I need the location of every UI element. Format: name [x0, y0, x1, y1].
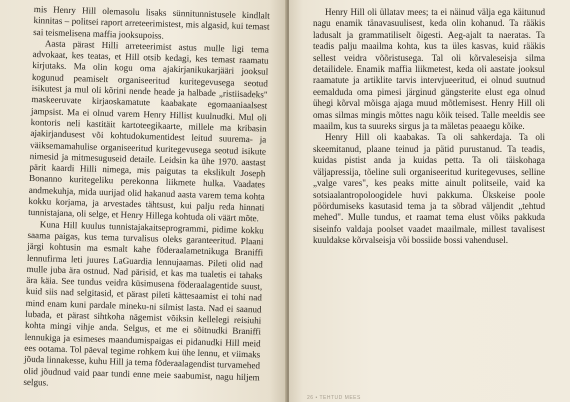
left-paragraph-1: mis Henry Hill olemasolu lisaks sünnitunnistusele kindlalt kinnitas – politsei raport arreteerimistest, mis algasid, kui temast sai teismelisena maffia jooksupoiss. [33, 4, 270, 41]
right-paragraph-2: Henry Hill oli kaabakas. Ta oli sahkerdaja. Ta oli skeemitanud, plaane teinud ja pätid purustanud. Ta teadis, kuidas pistist anda ja kuidas petta. Ta oli täiskohaga väljapressija, tõeline suli organiseeritud kuritegevuses, selline „valge vares", kes peaks mitte ainult politseile, vaid ka sotsiaalantropoloogidele huvi pakkuma. Ükskeise poole pöördumiseks kasutasid tema ja ta sõbrad väljendit „tehtud mehed". Mulle tundus, et raamat tema elust võiks pakkuda siseinfo valdaja poolset vaadet maailmale, millest tavalisest kuuldakse kõrvalseisja või bossiide bossi vahendusel. [313, 132, 545, 246]
left-paragraph-3: Kuna Hill kuulus tunnistajakaitseprogrammi, pidime kokku saama paigas, kus tema turvalisus oleks garanteeritud. Plaani järgi kohtusin ma esmalt kahe föderaalametnikuga Braniffi lennufirma leti juures LaGuardia lennujaamas. Pileti olid nad mulle juba ära ostnud. Nad pärisid, et kas ma tualetis ei tahaks ära käia. See tundus veidra küsimusena föderaalagentide suust, kuid siis nad selgitasid, et pärast pileti kättesaamist ei tohi nad mind enam kuni pardale mineku-ni silmist lasta. Nad ei saanud lubada, et pärast sihtkoha nägemist võiksin kellelegi reisiuhi kohta mingi vihje anda. Selgus, et me ei sõitnudki Braniffi lennukiga ja esimeses maandumispaigas ei pidanudki Hill meid ees ootama. Tol päeval tegime rohkem kui ühe lennu, et viimaks jõuda linnakesse, kuhu Hill ja tema föderaalagendist turvamehed olid jõudnud vaid paar tundi enne meie saabumist, nagu hiljem selgus. [23, 218, 264, 388]
right-page [289, 0, 570, 402]
left-page-text [23, 4, 270, 395]
page-footer: 26 • TEHTUD MEES [307, 395, 361, 401]
right-paragraph-1: Henry Hill oli üllatav mees; ta ei näinud välja ega käitunud nagu enamik tänavasuulisest, keda olin kohanud. Ta rääkis ladusalt ja grammatiliselt õigesti. Aeg-ajalt ta naeratas. Ta teadis palju maailma kohta, kus ta üles kasvas, kuid rääkis sellest veidra võõristusega. Tal oli kõrvaleseisja silma detailidele. Enamik maffia liikmetest, keda oli aastate jooksul raamatute ja artiklite tarvis intervjueeritud, ei olnud suutnud eemalduda oma pimesi järginud gängsterite elust ega olnud ühegi kõrval mõisga ajaga muud mõtlemisest. Henry Hill oli omas silmas mingis mõttes nagu kõik teised. Talle meeldis see maailm, kus ta suureks sirgus ja ta mäletas peaaegu kõike. [313, 7, 545, 132]
left-paragraph-2: Aasta pärast Hilli arreteerimist astus mulle ligi tema advokaat, kes teatas, et Hill otsib kedagi, kes temast raamatu kirjutaks. Ma olin kogu oma ajakirjanikukarjääri jooksul kogunud peamiselt organiseeritud kuritegevusega seotud isikutest ja mul oli kõrini nende heade ja halbade „ristiisadeks" maskeeruvate kirjaoskamatute kaabakate egomaaniaalsest jampsist. Ma ei olnud varem Henry Hillist kuulnudki. Mul oli kontoris neli kastitäit kartoteegikaarte, millele ma kribasin ajakirjandusest või kohtudokumentidest leitud suurema- ja väiksemamahulise organiseeritud kuritegevusega seotud isikute nimesid ja mitmesuguseid detaile. Leidsin ka ühe 1970. aastast pärit kaardi Hilli nimega, mis paigutas ta ekslikult Joseph Bonanno kuritegeliku perekonna liikmete hulka. Vaadates andmekuhja, mida uurijad olid hakanud aasta varem tema kohta kokku korjama, ja arvestades tähtsust, kui palju reda hinnati tunnistajana, oli selge, et Henry Hillega kohtuda oli väärt mõte. [28, 38, 269, 224]
right-page-text [313, 7, 545, 247]
